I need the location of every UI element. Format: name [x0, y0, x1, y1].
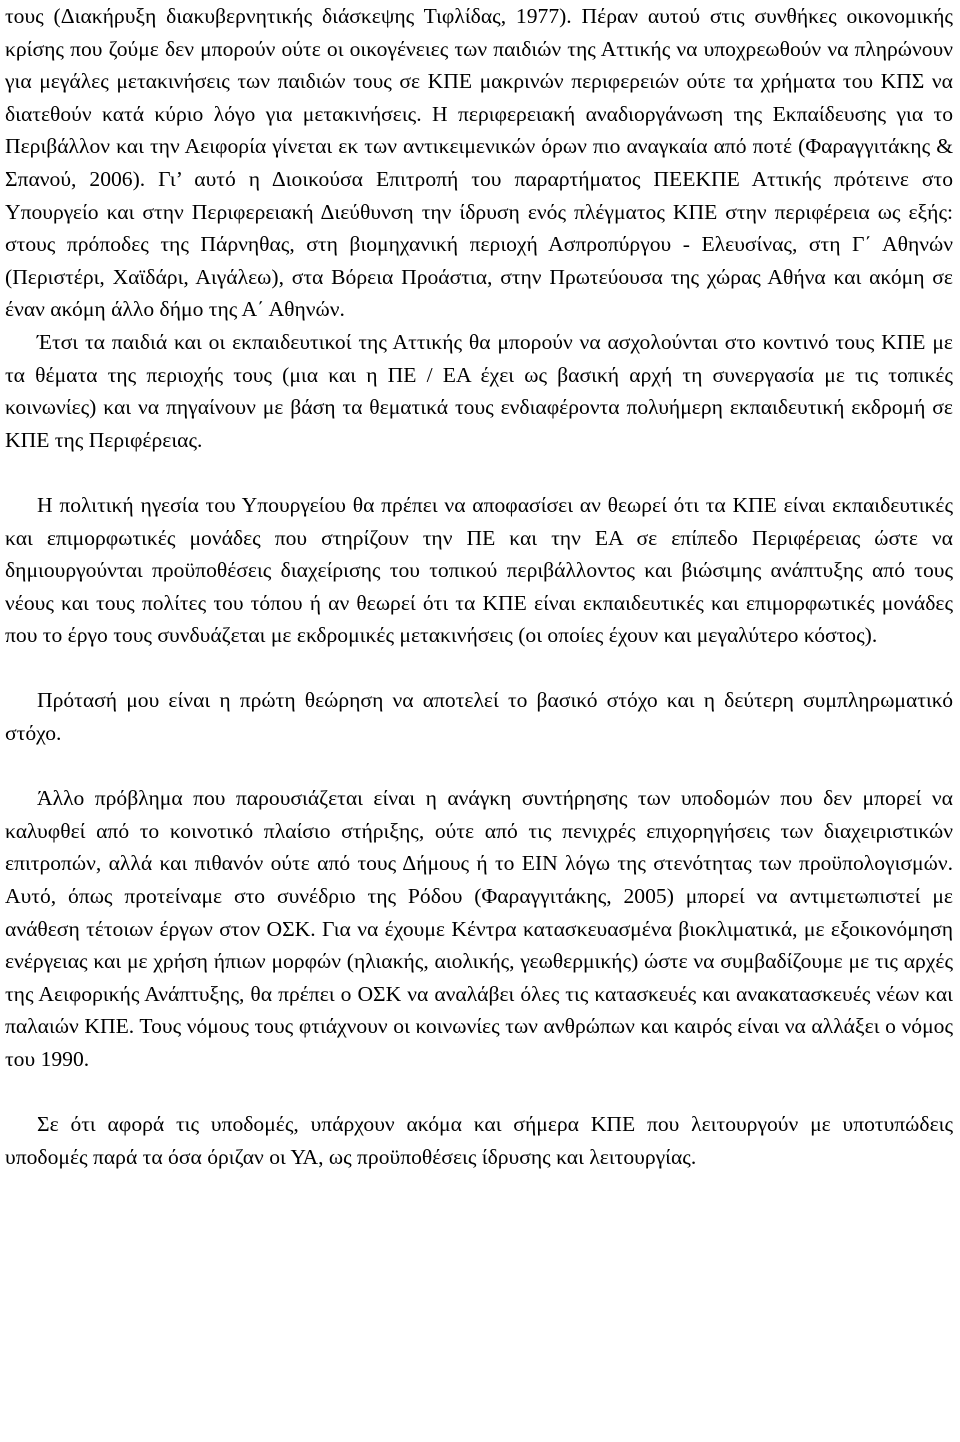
paragraph-6: Σε ότι αφορά τις υποδομές, υπάρχουν ακόμα και σήμερα ΚΠΕ που λειτουργούν με υποτυπώδεις υποδομές παρά τα όσα όριζαν οι ΥΑ, ως προϋποθέσεις ίδρυσης και λειτουργίας. — [5, 1112, 953, 1169]
paragraph-5: Άλλο πρόβλημα που παρουσιάζεται είναι η ανάγκη συντήρησης των υποδομών που δεν μπορεί να καλυφθεί από το κοινοτικό πλαίσιο στήριξης, ούτε από τις πενιχρές επιχορηγήσεις των διαχειριστικών επιτροπών, αλλά και πιθανόν ούτε από τους Δήμους ή το ΕΙΝ λόγω της στενότητας των προϋπολογισμών. Αυτό, όπως προτείναμε στο συνέδριο της Ρόδου (Φαραγγιτάκης, 2005) μπορεί να αντιμετωπιστεί με ανάθεση τέτοιων έργων στον ΟΣΚ. Για να έχουμε Κέντρα κατασκευασμένα βιοκλιματικά, με εξοικονόμηση ενέργειας και με χρήση ήπιων μορφών (ηλιακής, αιολικής, γεωθερμικής) ώστε να συμβαδίζουμε με τις αρχές της Αειφορικής Ανάπτυξης, θα πρέπει ο ΟΣΚ να αναλάβει όλες τις κατασκευές και ανακατασκευές νέων και παλαιών ΚΠΕ. Τους νόμους τους φτιάχνουν οι κοινωνίες των ανθρώπων και καιρός είναι να αλλάξει ο νόμος του 1990. — [5, 786, 953, 1071]
document-page — [5, 0, 953, 1173]
paragraph-spacer — [5, 456, 953, 489]
paragraph-2: Έτσι τα παιδιά και οι εκπαιδευτικοί της Αττικής θα μπορούν να ασχολούνται στο κοντινό τους ΚΠΕ με τα θέματα της περιοχής τους (μια και η ΠΕ / ΕΑ έχει ως βασική αρχή τη συνεργασία με τις τοπικές κοινωνίες) και να πηγαίνουν με βάση τα θεματικά τους ενδιαφέροντα πολυήμερη εκπαιδευτική εκδρομή σε ΚΠΕ της Περιφέρειας. — [5, 329, 953, 452]
paragraph-1: τους (Διακήρυξη διακυβερνητικής διάσκεψης Τιφλίδας, 1977). Πέραν αυτού στις συνθήκες οικονομικής κρίσης που ζούμε δεν μπορούν ούτε οι οικογένειες των παιδιών της Αττικής να υποχρεωθούν να πληρώνουν για μεγάλες μετακινήσεις των παιδιών τους σε ΚΠΕ μακρινών περιφερειών ούτε τα χρήματα του ΚΠΣ να διατεθούν κατά κύριο λόγο για μετακινήσεις. Η περιφερειακή αναδιοργάνωση της Εκπαίδευσης για το Περιβάλλον και την Αειφορία γίνεται εκ των αντικειμενικών όρων πιο αναγκαία από ποτέ (Φαραγγιτάκης & Σπανού, 2006). Γι’ αυτό η Διοικούσα Επιτροπή του παραρτήματος ΠΕΕΚΠΕ Αττικής πρότεινε στο Υπουργείο και στην Περιφερειακή Διεύθυνση την ίδρυση ενός πλέγματος ΚΠΕ στην περιφέρεια ως εξής: στους πρόποδες της Πάρνηθας, στη βιομηχανική περιοχή Ασπροπύργου - Ελευσίνας, στη Γ΄ Αθηνών (Περιστέρι, Χαϊδάρι, Αιγάλεω), στα Βόρεια Προάστια, στην Πρωτεύουσα της χώρας Αθήνα και ακόμη σε έναν ακόμη άλλο δήμο της Α΄ Αθηνών. — [5, 4, 953, 322]
paragraph-3: Η πολιτική ηγεσία του Υπουργείου θα πρέπει να αποφασίσει αν θεωρεί ότι τα ΚΠΕ είναι εκπαιδευτικές και επιμορφωτικές μονάδες που στηρίζουν την ΠΕ και την ΕΑ σε επίπεδο Περιφέρειας ώστε να δημιουργούνται προϋποθέσεις διαχείρισης του τοπικού περιβάλλοντος και βιώσιμης ανάπτυξης από τους νέους και τους πολίτες του τόπου ή αν θεωρεί ότι τα ΚΠΕ είναι εκπαιδευτικές και επιμορφωτικές μονάδες που το έργο τους συνδυάζεται με εκδρομικές μετακινήσεις (οι οποίες έχουν και μεγαλύτερο κόστος). — [5, 492, 953, 648]
paragraph-spacer — [5, 652, 953, 685]
paragraph-spacer — [5, 750, 953, 783]
paragraph-spacer — [5, 1076, 953, 1109]
paragraph-4: Πρότασή μου είναι η πρώτη θεώρηση να αποτελεί το βασικό στόχο και η δεύτερη συμπληρωματικό στόχο. — [5, 688, 953, 746]
